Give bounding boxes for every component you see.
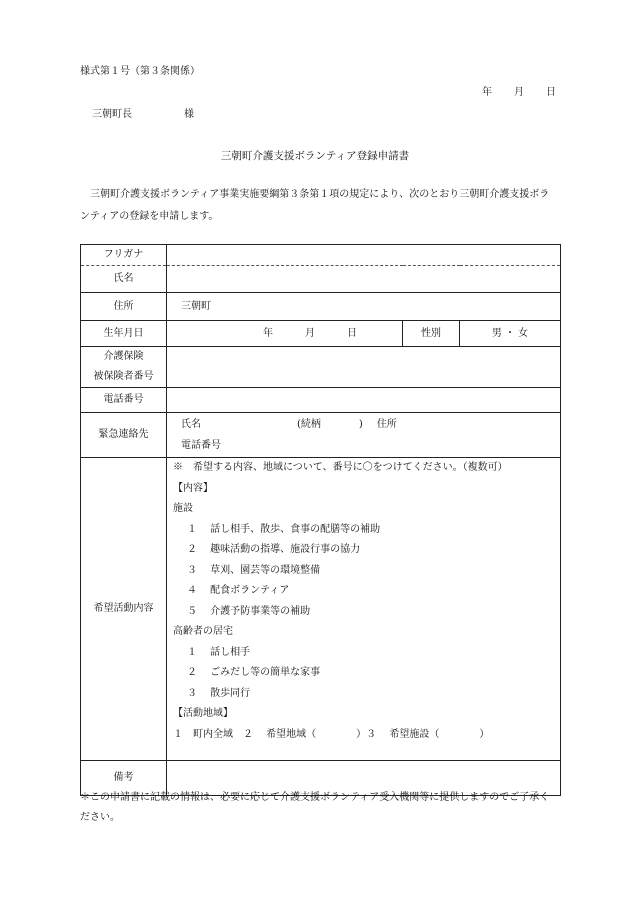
tel-label: 電話番号 <box>81 388 167 413</box>
emergency-field[interactable] <box>167 413 561 458</box>
birth-date-field[interactable] <box>167 321 403 347</box>
insurance-label-line1: 介護保険 <box>103 351 144 362</box>
document-title: 三朝町介護支援ボランティア登録申請書 <box>220 150 410 162</box>
footnote: ＊この申請書に記載の情報は、必要に応じて介護支援ボランティア受入機関等に提供しますのでご了承ください。 <box>80 792 550 823</box>
name-row <box>81 266 561 293</box>
home-item[interactable]: ２ ごみだし等の簡単な家事 <box>187 667 321 678</box>
addressee <box>92 109 194 121</box>
home-item[interactable]: ３ 散歩同行 <box>187 687 251 699</box>
emergency-row <box>81 413 561 458</box>
emergency-tel-label: 電話番号 <box>181 440 221 451</box>
tel-field[interactable] <box>167 388 561 413</box>
application-form-table <box>80 244 561 796</box>
insurance-label <box>81 347 167 388</box>
name-field[interactable] <box>167 266 561 293</box>
date-day: 日 <box>546 87 556 98</box>
addressee-suffix: 様 <box>184 109 194 120</box>
facility-item[interactable]: ５ 介護予防事業等の補助 <box>187 605 311 617</box>
address-row <box>81 293 561 321</box>
birth-month: 月 <box>305 327 315 339</box>
insurance-label-line2: 被保険者番号 <box>93 371 154 382</box>
date-month: 月 <box>514 87 524 98</box>
birth-day: 日 <box>347 327 357 339</box>
date-line <box>482 87 556 99</box>
emergency-line1 <box>181 414 560 435</box>
birth-row <box>81 321 561 347</box>
facility-item[interactable]: ２ 趣味活動の指導、施設行事の協力 <box>187 544 361 555</box>
intro-paragraph: 三朝町介護支援ボランティア事業実施要綱第３条第１項の規定により、次のとおり三朝町介護支援ボランティアの登録を申請します。 <box>80 189 550 222</box>
area-options[interactable]: １ 町内全域 ２ 希望地域（ ）３ 希望施設（ ） <box>173 728 490 740</box>
form-number: 様式第１号（第３条関係） <box>80 66 200 77</box>
hope-label: 希望活動内容 <box>81 458 167 761</box>
tel-row <box>81 388 561 413</box>
hope-instruction: ※ 希望する内容、地域について、番号に〇をつけてください。（複数可） <box>173 462 508 473</box>
note-label: 備考 <box>81 761 167 796</box>
facility-item[interactable]: １ 話し相手、散歩、食事の配膳等の補助 <box>187 523 381 535</box>
name-label: 氏名 <box>81 266 167 293</box>
address-label: 住所 <box>81 293 167 321</box>
facility-heading: 施設 <box>173 503 193 514</box>
emergency-address-label: 住所 <box>376 419 397 430</box>
facility-item[interactable]: ４ 配食ボランティア <box>187 585 290 596</box>
hope-content[interactable] <box>167 458 561 761</box>
date-year: 年 <box>482 87 492 98</box>
emergency-relation-label: (続柄 <box>297 419 321 430</box>
emergency-name-label: 氏名 <box>181 419 201 430</box>
addressee-name: 三朝町長 <box>92 109 132 120</box>
gender-label: 性別 <box>403 321 460 347</box>
hope-row <box>81 458 561 761</box>
furigana-field[interactable] <box>167 245 561 266</box>
birth-label: 生年月日 <box>81 321 167 347</box>
insurance-number-field[interactable] <box>167 347 561 388</box>
furigana-label: フリガナ <box>81 245 167 266</box>
area-heading: 【活動地域】 <box>173 708 233 719</box>
insurance-row <box>81 347 561 388</box>
birth-year: 年 <box>263 327 273 339</box>
emergency-label: 緊急連絡先 <box>81 413 167 458</box>
home-item[interactable]: １ 話し相手 <box>187 646 251 658</box>
content-heading: 【内容】 <box>173 482 213 494</box>
furigana-row <box>81 245 561 266</box>
address-field[interactable] <box>167 293 561 321</box>
gender-options[interactable]: 男 ・ 女 <box>460 321 561 347</box>
home-heading: 高齢者の居宅 <box>173 626 233 637</box>
emergency-relation-close: ) <box>358 419 363 430</box>
address-prefix: 三朝町 <box>181 300 211 312</box>
facility-item[interactable]: ３ 草刈、園芸等の環境整備 <box>187 564 321 576</box>
